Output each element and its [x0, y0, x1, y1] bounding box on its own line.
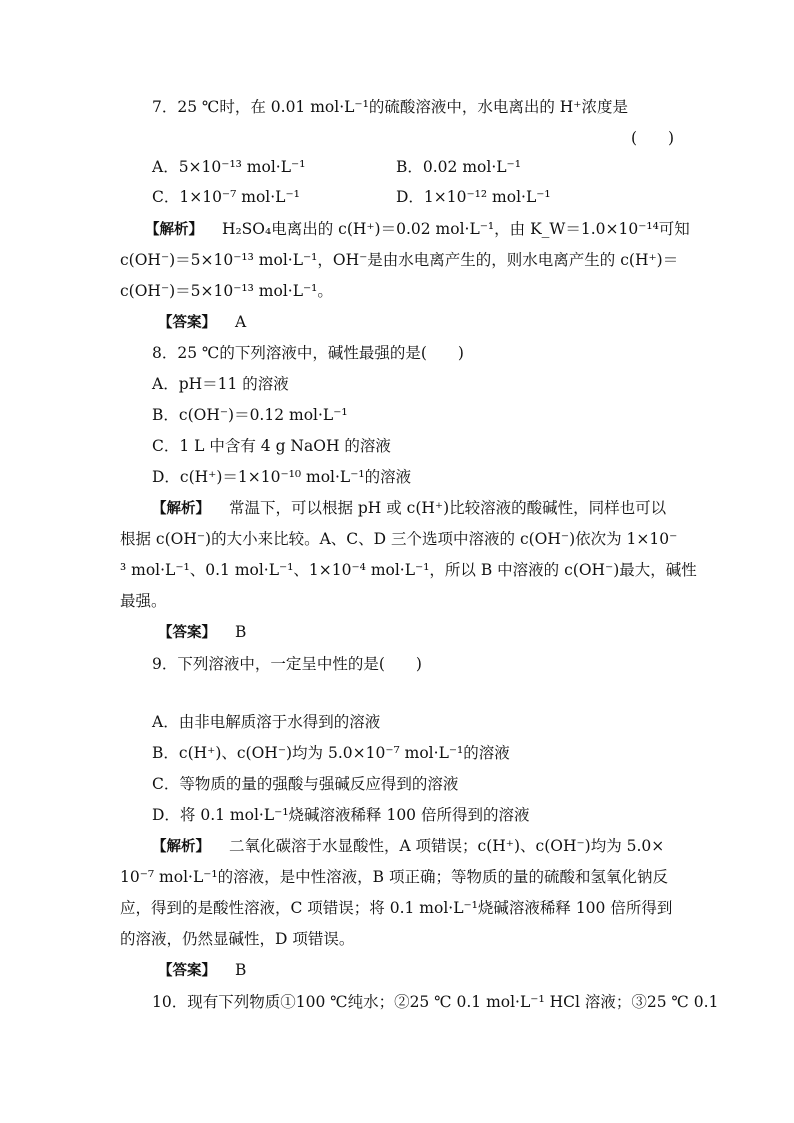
q9-analysis-tag: 【解析】 [152, 839, 210, 855]
q7-stem: 7．25 ℃时，在 0.01 mol·L⁻¹的硫酸溶液中，水电离出的 H⁺浓度是 [152, 98, 628, 116]
q7-option-d: D．1×10⁻¹² mol·L⁻¹ [396, 188, 551, 206]
q7-option-c: C．1×10⁻⁷ mol·L⁻¹ [152, 188, 300, 206]
q8-analysis-line-2: 根据 c(OH⁻)的大小来比较。A、C、D 三个选项中溶液的 c(OH⁻)依次为 1×10⁻ [120, 530, 678, 548]
q8-option-b: B．c(OH⁻)＝0.12 mol·L⁻¹ [152, 406, 348, 424]
q8-analysis-line-4: 最强。 [120, 592, 167, 610]
q8-option-a: A．pH＝11 的溶液 [152, 375, 289, 393]
q8-answer-tag: 【答案】 [158, 625, 216, 641]
q8-stem: 8．25 ℃的下列溶液中，碱性最强的是( ) [152, 344, 464, 362]
q7-analysis-line-2: c(OH⁻)＝5×10⁻¹³ mol·L⁻¹，OH⁻是由水电离产生的，则水电离产生的 c(H⁺)＝ [120, 251, 679, 269]
q9-answer: B [234, 961, 247, 979]
q7-answer-paren: ( ) [631, 129, 675, 147]
q7-answer-tag: 【答案】 [158, 315, 216, 331]
q9-analysis-line-2: 10⁻⁷ mol·L⁻¹的溶液，是中性溶液，B 项正确；等物质的量的硫酸和氢氧化钠反 [120, 868, 668, 886]
q9-option-a: A．由非电解质溶于水得到的溶液 [152, 713, 381, 731]
q7-analysis-tag: 【解析】 [145, 222, 203, 238]
q10-stem: 10．现有下列物质①100 ℃纯水；②25 ℃ 0.1 mol·L⁻¹ HCl 溶液；③25 ℃ 0.1 [152, 993, 719, 1011]
q8-analysis-line-1: 常温下，可以根据 pH 或 c(H⁺)比较溶液的酸碱性，同样也可以 [228, 499, 667, 517]
q7-option-a: A．5×10⁻¹³ mol·L⁻¹ [152, 158, 306, 176]
q7-analysis-line-3: c(OH⁻)＝5×10⁻¹³ mol·L⁻¹。 [120, 282, 333, 300]
q9-stem: 9．下列溶液中，一定呈中性的是( ) [152, 655, 422, 673]
q8-answer: B [234, 623, 247, 641]
q9-analysis-line-4: 的溶液，仍然显碱性，D 项错误。 [120, 930, 355, 948]
q7-option-b: B．0.02 mol·L⁻¹ [396, 158, 521, 176]
q8-analysis-line-3: ³ mol·L⁻¹、0.1 mol·L⁻¹、1×10⁻⁴ mol·L⁻¹，所以 B 中溶液的 c(OH⁻)最大，碱性 [120, 561, 697, 579]
q9-answer-tag: 【答案】 [158, 963, 216, 979]
q8-analysis-tag: 【解析】 [152, 501, 210, 517]
q8-option-d: D．c(H⁺)＝1×10⁻¹⁰ mol·L⁻¹的溶液 [152, 468, 412, 486]
q9-option-b: B．c(H⁺)、c(OH⁻)均为 5.0×10⁻⁷ mol·L⁻¹的溶液 [152, 744, 510, 762]
q8-option-c: C．1 L 中含有 4 g NaOH 的溶液 [152, 437, 391, 455]
q9-option-d: D．将 0.1 mol·L⁻¹烧碱溶液稀释 100 倍所得到的溶液 [152, 806, 530, 824]
q9-analysis-line-1: 二氧化碳溶于水显酸性，A 项错误；c(H⁺)、c(OH⁻)均为 5.0× [228, 837, 665, 855]
q9-analysis-line-3: 应，得到的是酸性溶液，C 项错误；将 0.1 mol·L⁻¹烧碱溶液稀释 100 倍所得到 [120, 899, 673, 917]
q7-analysis-line-1: H₂SO₄电离出的 c(H⁺)＝0.02 mol·L⁻¹，由 K_W＝1.0×10⁻¹⁴可知 [221, 220, 690, 238]
q7-answer: A [234, 313, 247, 331]
q9-option-c: C．等物质的量的强酸与强碱反应得到的溶液 [152, 775, 459, 793]
